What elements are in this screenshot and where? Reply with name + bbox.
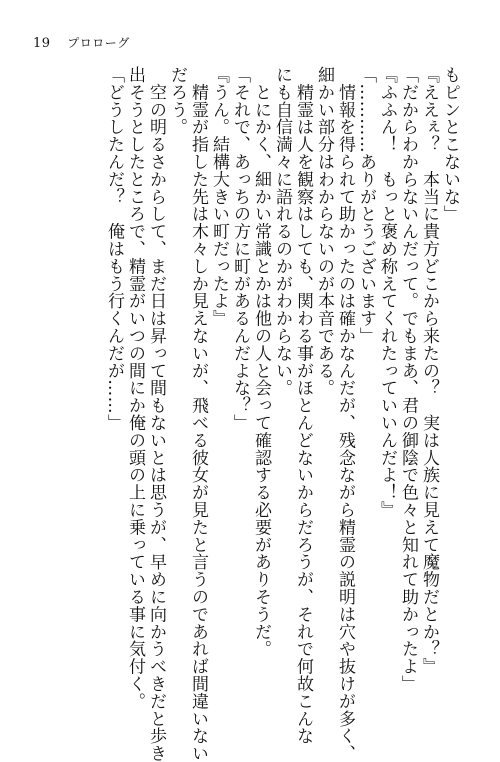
text-line: 『うん。結構大きい町だったよ』 (209, 66, 229, 327)
text-line: 「どうしたんだ？ 俺はもう行くんだが……」 (104, 66, 124, 432)
text-line: 『ええぇ？ 本当に貴方どこから来たの？ 実は人族に見えて魔物だとか？』 (419, 66, 439, 675)
page-number: 19 (33, 36, 51, 51)
text-line: 『ふふん！ もっと褒め称えてくれたっていいんだよ！』 (377, 66, 397, 519)
text-line: 精霊は人を観察はしても、関わる事がほとんどないからだろうが、それで何故こんな (293, 66, 313, 745)
text-line: もピンとこないな」 (440, 66, 460, 223)
text-line: とにかく、細かい常識とかは他の人と会って確認する必要がありそうだ。 (251, 66, 271, 658)
text-line: 情報を得られて助かったのは確かなんだが、残念ながら精霊の説明は穴や抜けが多く、 (335, 66, 355, 762)
text-line: 細かい部分はわからないのが本音である。 (314, 66, 334, 397)
novel-body-text (30, 66, 460, 762)
text-line: 精霊が指した先は木々しか見えないが、飛べる彼女が見たと言うのであれば間違いない (188, 66, 208, 762)
text-line: 「だからわからないんだって。でもまあ、君の御陰で色々と知れて助かったよ」 (398, 66, 418, 693)
text-line: 「それで、あっちの方に町があるんだよな？」 (230, 66, 250, 432)
page-header (33, 34, 130, 51)
chapter-title: プロローグ (67, 36, 130, 50)
text-line: だろう。 (167, 66, 187, 136)
text-line: 出そうとしたところで、精霊がいつの間にか俺の頭の上に乗っている事に気付く。 (125, 66, 145, 710)
text-line: にも自信満々に語れるのかがわからない。 (272, 66, 292, 397)
text-line: 空の明るさからして、まだ日は昇って間もないとは思うが、早めに向かうべきだと歩き (146, 66, 166, 762)
text-line: 「…………ありがとうございます」 (356, 66, 376, 345)
